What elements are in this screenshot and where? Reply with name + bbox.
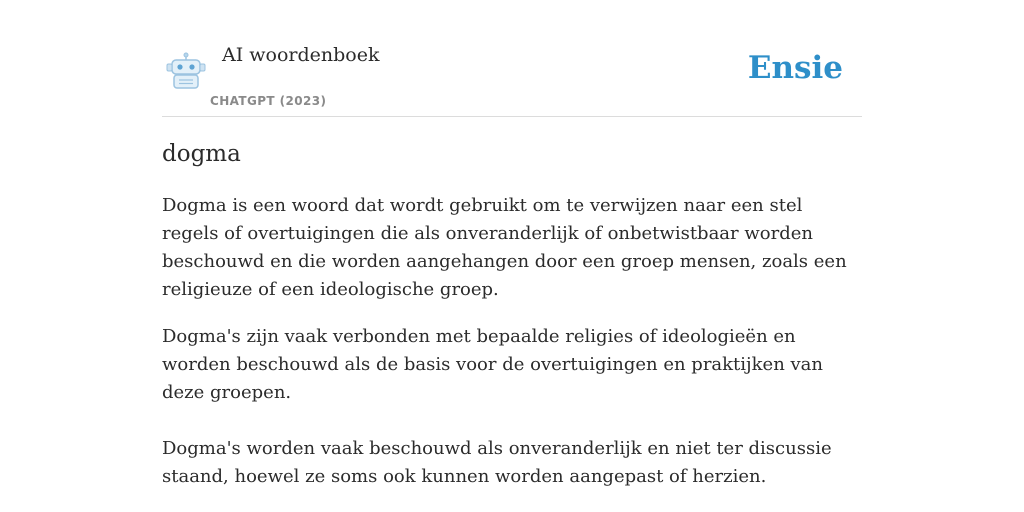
source-title[interactable]: AI woordenboek xyxy=(222,44,380,66)
definition-paragraph: Dogma's worden vaak beschouwd als onveranderlijk en niet ter discussie staand, hoewel ze soms ook kunnen worden aangepast of herzien. xyxy=(162,438,832,487)
robot-icon xyxy=(166,52,206,90)
entry-content xyxy=(162,138,862,491)
entry-term: dogma xyxy=(162,141,241,167)
source-subtitle: CHATGPT (2023) xyxy=(210,94,327,108)
brand-logo[interactable]: Ensie xyxy=(747,50,843,86)
definition-paragraph: Dogma is een woord dat wordt gebruikt om te verwijzen naar een stel regels of overtuigingen die als onveranderlijk of onbetwistbaar worden beschouwd en die worden aangehangen door een groep mensen, zoals een religieuze of een ideologische groep. xyxy=(162,195,847,300)
definition-paragraph: Dogma's zijn vaak verbonden met bepaalde religies of ideologieën en worden beschouwd als de basis voor de overtuigingen en praktijken van deze groepen. xyxy=(162,326,823,403)
entry-header xyxy=(162,0,862,117)
